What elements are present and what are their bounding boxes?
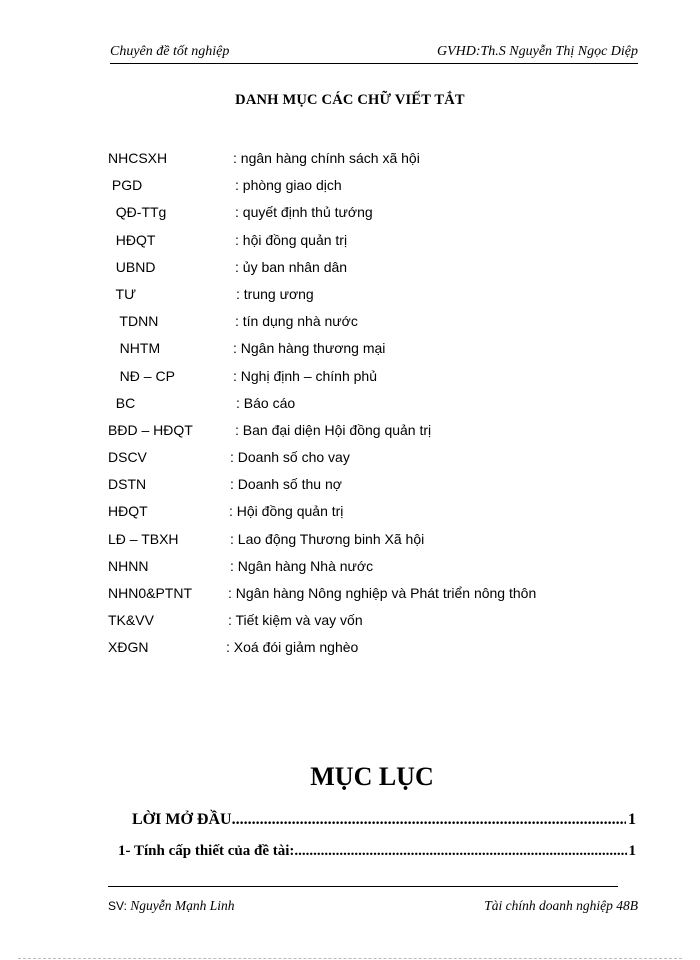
abbreviation-meaning: : Doanh số cho vay — [230, 449, 350, 466]
abbreviation-row — [108, 313, 588, 340]
header-rule — [110, 63, 638, 64]
abbreviation-row — [108, 259, 588, 286]
toc-entry-label: LỜI MỞ ĐẦU — [132, 811, 232, 828]
abbreviation-term: LĐ – TBXH — [108, 530, 179, 547]
abbreviations-list — [108, 150, 588, 667]
toc-entry-page: 1 — [628, 811, 636, 828]
toc-title: MỤC LỤC — [310, 762, 434, 791]
abbreviations-title: DANH MỤC CÁC CHỮ VIẾT TẮT — [235, 92, 465, 108]
footer-student-label: SV: — [108, 899, 131, 913]
abbreviation-row — [108, 531, 588, 558]
abbreviation-row — [108, 585, 588, 612]
abbreviation-row — [108, 395, 588, 422]
abbreviation-term: HĐQT — [108, 231, 156, 248]
abbreviation-term: QĐ-TTg — [108, 204, 167, 221]
footer-left — [108, 898, 234, 914]
abbreviation-term: TDNN — [108, 313, 159, 330]
abbreviation-term: BC — [108, 394, 136, 411]
abbreviation-term: NHCSXH — [108, 150, 168, 166]
footer-student-name: Nguyễn Mạnh Linh — [130, 898, 235, 913]
abbreviation-term: DSCV — [108, 449, 147, 466]
abbreviation-term: UBND — [108, 258, 156, 275]
abbreviation-meaning: : Lao động Thương binh Xã hội — [230, 530, 425, 547]
abbreviation-meaning: : ủy ban nhân dân — [235, 258, 348, 275]
abbreviation-term: NĐ – CP — [108, 367, 175, 384]
abbreviation-meaning: : tín dụng nhà nước — [235, 313, 358, 330]
abbreviation-meaning: : Ngân hàng Nhà nước — [230, 557, 374, 574]
page-footer — [108, 898, 638, 918]
abbreviation-meaning: : hội đồng quản trị — [235, 231, 348, 248]
abbreviation-meaning: : phòng giao dịch — [235, 177, 342, 194]
abbreviation-meaning: : Nghị định – chính phủ — [233, 367, 377, 384]
abbreviation-term: HĐQT — [108, 503, 148, 520]
header-right-text: GVHD:Th.S Nguyễn Thị Ngọc Diệp — [436, 44, 638, 59]
toc-leader-dots — [232, 811, 626, 829]
page-break-line — [18, 958, 682, 959]
abbreviation-meaning: : Tiết kiệm và vay vốn — [228, 612, 363, 629]
abbreviation-row — [108, 177, 588, 204]
abbreviation-term: NHN0&PTNT — [108, 585, 193, 601]
abbreviation-term: XĐGN — [108, 639, 149, 656]
footer-right-text: Tài chính doanh nghiệp 48B — [484, 898, 638, 913]
abbreviation-meaning: : ngân hàng chính sách xã hội — [233, 150, 420, 166]
abbreviation-term: BĐD – HĐQT — [108, 421, 193, 438]
abbreviation-row — [108, 286, 588, 313]
toc-entry-tinh-cap-thiet[interactable] — [118, 843, 636, 860]
page-header — [110, 44, 638, 64]
abbreviation-row — [108, 340, 588, 367]
abbreviation-meaning: : quyết định thủ tướng — [235, 204, 373, 221]
abbreviation-row — [108, 150, 588, 177]
abbreviation-meaning: : trung ương — [236, 285, 314, 302]
toc-entry-loi-mo-dau[interactable] — [132, 811, 636, 829]
abbreviation-term: DSTN — [108, 476, 147, 493]
abbreviation-row — [108, 368, 588, 395]
abbreviation-meaning: : Ban đại diện Hội đồng quản trị — [235, 421, 432, 438]
abbreviation-meaning: : Doanh số thu nợ — [230, 476, 342, 493]
abbreviation-row — [108, 232, 588, 259]
header-left-text: Chuyên đề tốt nghiệp — [110, 44, 230, 59]
abbreviation-meaning: : Xoá đói giảm nghèo — [226, 639, 359, 656]
footer-rule — [108, 886, 618, 887]
abbreviation-meaning: : Hội đồng quản trị — [229, 503, 344, 520]
abbreviation-term: NHNN — [108, 557, 149, 574]
abbreviation-row — [108, 449, 588, 476]
abbreviation-meaning: : Báo cáo — [236, 394, 296, 411]
abbreviation-term: TƯ — [108, 285, 137, 302]
abbreviation-row — [108, 422, 588, 449]
abbreviation-term: TK&VV — [108, 612, 154, 629]
abbreviation-row — [108, 204, 588, 231]
toc-entry-page: 1 — [628, 843, 636, 859]
toc-entry-label: 1- Tính cấp thiết của đề tài: — [118, 843, 295, 859]
abbreviation-meaning: : Ngân hàng Nông nghiệp và Phát triển nông thôn — [228, 585, 537, 601]
abbreviation-row — [108, 612, 588, 639]
abbreviation-row — [108, 639, 588, 666]
abbreviation-row — [108, 476, 588, 503]
abbreviation-term: NHTM — [108, 340, 161, 357]
abbreviation-term: PGD — [108, 177, 143, 194]
toc-leader-dots — [294, 843, 626, 860]
abbreviation-row — [108, 503, 588, 530]
abbreviation-meaning: : Ngân hàng thương mại — [233, 340, 386, 357]
abbreviation-row — [108, 558, 588, 585]
